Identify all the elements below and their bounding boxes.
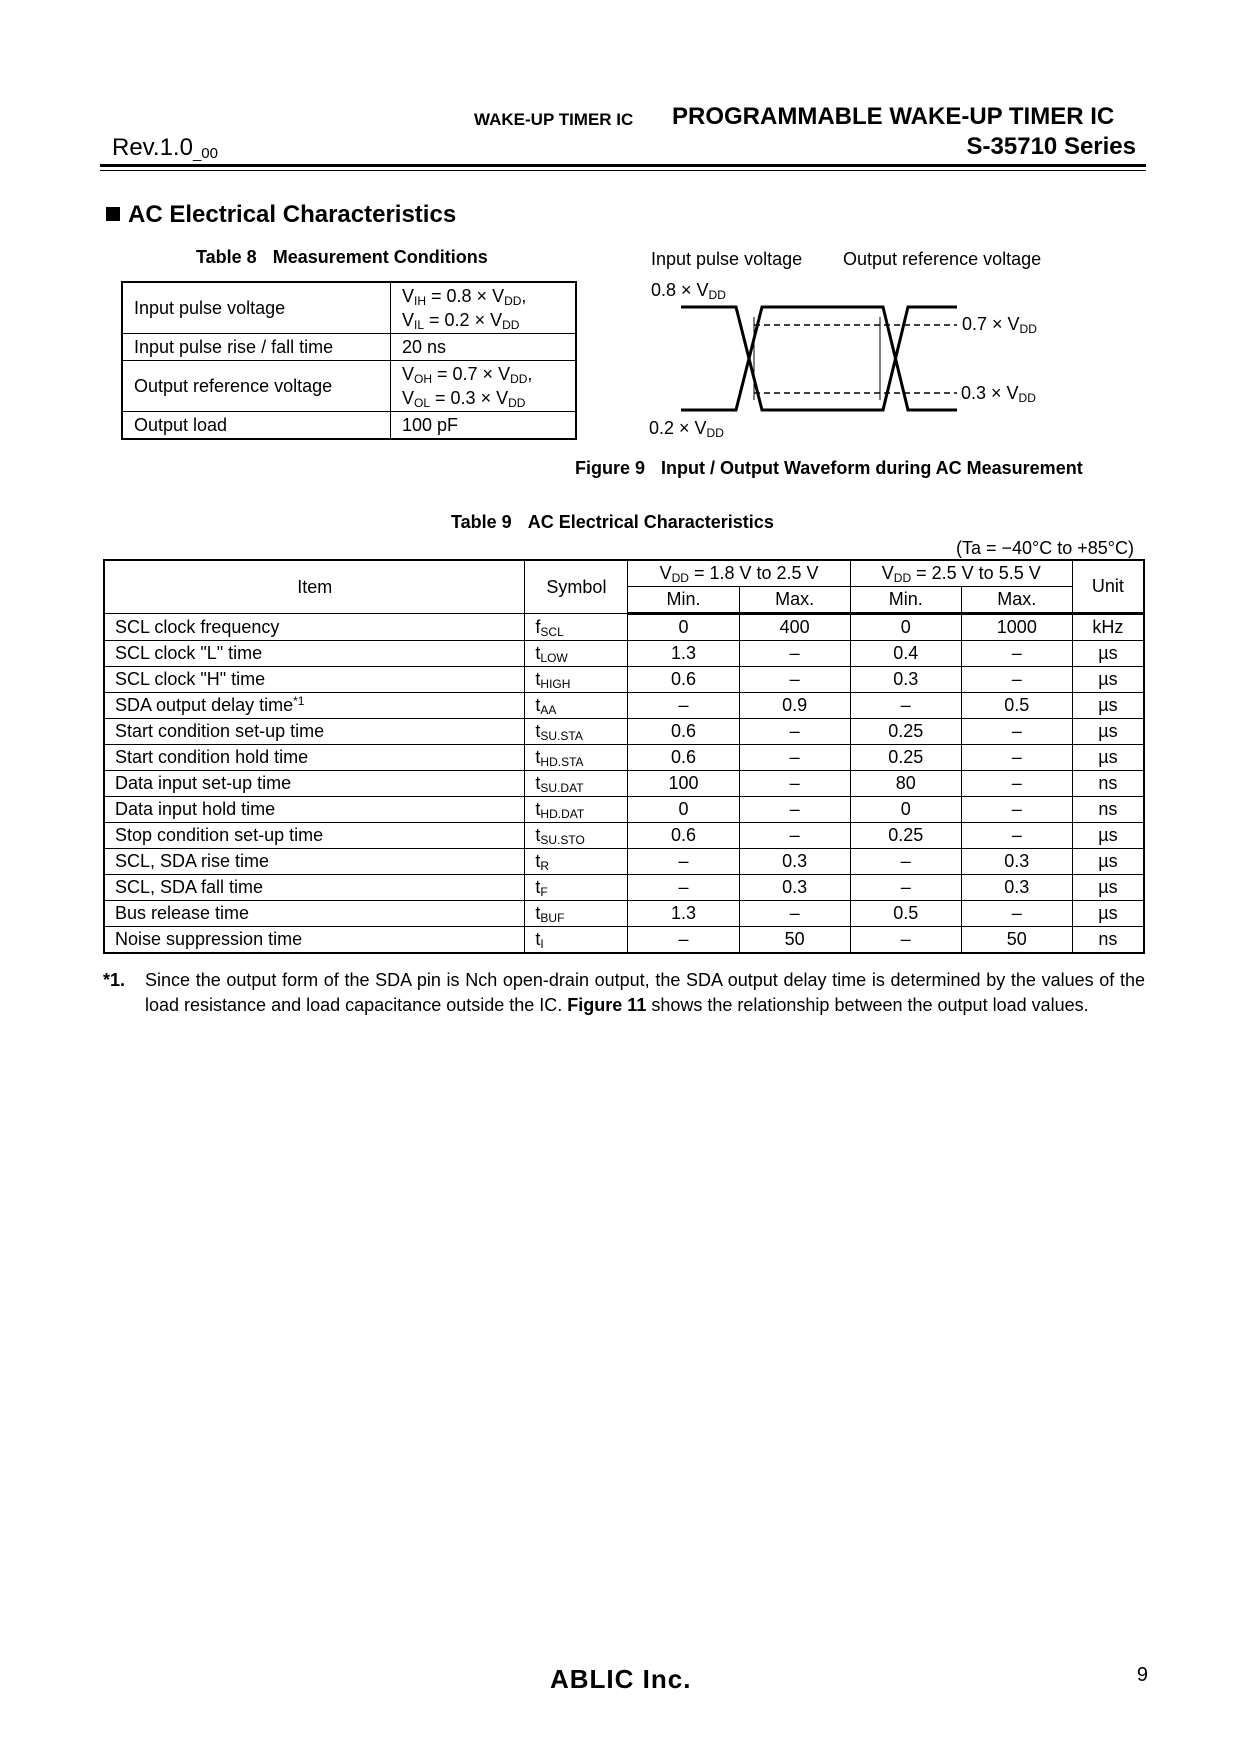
cell-max2: 0.3 bbox=[961, 849, 1072, 875]
cell-min2: 0.25 bbox=[850, 823, 961, 849]
cell-max1: 0.3 bbox=[739, 875, 850, 901]
table8-caption bbox=[196, 247, 488, 268]
cell-item: Data input set-up time bbox=[104, 771, 525, 797]
cell-min1: 0.6 bbox=[628, 719, 739, 745]
cell-symbol: $t_{SU.STA}$ bbox=[525, 719, 628, 745]
cell-unit: µs bbox=[1072, 719, 1144, 745]
cell-item: SCL clock frequency bbox=[104, 614, 525, 641]
table9-caption-title: AC Electrical Characteristics bbox=[527, 512, 774, 532]
figure9-caption bbox=[575, 458, 1083, 479]
cell-max2: 1000 bbox=[961, 614, 1072, 641]
cell-item: SDA output delay time$^{*1}$ bbox=[104, 693, 525, 719]
cell-max2: 0.3 bbox=[961, 875, 1072, 901]
section-title bbox=[106, 201, 456, 229]
col-header-vdd-low: $V_{DD} = 1.8$ V to 2.5 V bbox=[628, 560, 850, 587]
cell-item: Start condition set-up time bbox=[104, 719, 525, 745]
col-header-symbol: Symbol bbox=[525, 560, 628, 614]
cell-max2: – bbox=[961, 797, 1072, 823]
cell-min2: 0.4 bbox=[850, 641, 961, 667]
revision bbox=[112, 134, 218, 162]
cell-min1: – bbox=[628, 927, 739, 954]
cell-min2: 80 bbox=[850, 771, 961, 797]
cell-min1: – bbox=[628, 693, 739, 719]
table-row bbox=[104, 693, 1144, 719]
cell-unit: µs bbox=[1072, 745, 1144, 771]
cell-unit: µs bbox=[1072, 667, 1144, 693]
cell-unit: ns bbox=[1072, 797, 1144, 823]
cell-item: Bus release time bbox=[104, 901, 525, 927]
cell-max1: 50 bbox=[739, 927, 850, 954]
cell-max1: – bbox=[739, 745, 850, 771]
cell-min1: 100 bbox=[628, 771, 739, 797]
cell-max1: – bbox=[739, 901, 850, 927]
table-row bbox=[104, 614, 1144, 641]
table-row bbox=[104, 849, 1144, 875]
cell-unit: µs bbox=[1072, 901, 1144, 927]
cell-item: Noise suppression time bbox=[104, 927, 525, 954]
table-row bbox=[104, 771, 1144, 797]
table8-caption-num: Table 8 bbox=[196, 247, 257, 267]
io-waveform-diagram bbox=[670, 295, 970, 420]
cell-min2: – bbox=[850, 875, 961, 901]
table-row bbox=[122, 334, 576, 361]
cell-max2: 0.5 bbox=[961, 693, 1072, 719]
col-header-max: Max. bbox=[961, 587, 1072, 614]
table8-value bbox=[391, 282, 577, 334]
cell-item: SCL clock "H" time bbox=[104, 667, 525, 693]
temperature-condition: (Ta = −40°C to +85°C) bbox=[956, 538, 1134, 558]
cell-item: SCL clock "L" time bbox=[104, 641, 525, 667]
square-bullet-icon bbox=[106, 207, 120, 221]
cell-max2: – bbox=[961, 745, 1072, 771]
cell-unit: µs bbox=[1072, 823, 1144, 849]
cell-item: Stop condition set-up time bbox=[104, 823, 525, 849]
cell-min1: 0 bbox=[628, 614, 739, 641]
table8-value: 100 pF bbox=[391, 412, 577, 440]
waveform-v-ref-high: $0.7 \times V_{DD}$ bbox=[962, 314, 1037, 336]
table-row bbox=[104, 823, 1144, 849]
cell-max2: – bbox=[961, 771, 1072, 797]
cell-max1: 400 bbox=[739, 614, 850, 641]
cell-min1: 0 bbox=[628, 797, 739, 823]
cell-max2: 50 bbox=[961, 927, 1072, 954]
cell-max2: – bbox=[961, 823, 1072, 849]
table-row bbox=[104, 745, 1144, 771]
table8-item: Output reference voltage bbox=[122, 361, 391, 412]
cell-max2: – bbox=[961, 667, 1072, 693]
cell-symbol: $t_F$ bbox=[525, 875, 628, 901]
cell-symbol: $t_{HD.STA}$ bbox=[525, 745, 628, 771]
cell-min2: 0.5 bbox=[850, 901, 961, 927]
cell-symbol: $t_{SU.STO}$ bbox=[525, 823, 628, 849]
revision-sub: _00 bbox=[192, 145, 218, 162]
vil-line: $V_{IL} = 0.2 \times V_{DD}$ bbox=[402, 310, 520, 332]
header-title: PROGRAMMABLE WAKE-UP TIMER IC bbox=[672, 103, 1115, 130]
table-row bbox=[104, 797, 1144, 823]
table8-caption-title: Measurement Conditions bbox=[272, 247, 488, 267]
cell-symbol: $f_{SCL}$ bbox=[525, 614, 628, 641]
company-logo: ABLIC Inc. bbox=[550, 1664, 692, 1694]
cell-unit: µs bbox=[1072, 641, 1144, 667]
col-header-item: Item bbox=[104, 560, 525, 614]
cell-min1: – bbox=[628, 849, 739, 875]
table8-value bbox=[391, 361, 577, 412]
cell-min2: 0.25 bbox=[850, 719, 961, 745]
cell-min2: – bbox=[850, 849, 961, 875]
waveform-v-low: $0.2 \times V_{DD}$ bbox=[649, 418, 724, 440]
footnote-text: Since the output form of the SDA pin is Nch open-drain output, the SDA output delay time is determined by the values of the load resistance and load capacitance outside the IC. Figure 11 shows the relationship between the output load values. bbox=[145, 970, 1145, 1015]
vih-line: $V_{IH} = 0.8 \times V_{DD}$, bbox=[402, 286, 527, 308]
cell-max1: – bbox=[739, 771, 850, 797]
measurement-conditions-table bbox=[121, 281, 577, 440]
table-row bbox=[104, 927, 1144, 954]
ac-table-body bbox=[104, 614, 1144, 954]
table-row bbox=[122, 412, 576, 440]
figure-reference: Figure 11 bbox=[567, 995, 647, 1015]
col-header-vdd-high: $V_{DD} = 2.5$ V to 5.5 V bbox=[850, 560, 1072, 587]
col-header-min: Min. bbox=[628, 587, 739, 614]
table9-caption-num: Table 9 bbox=[451, 512, 512, 532]
cell-max1: – bbox=[739, 641, 850, 667]
cell-symbol: $t_I$ bbox=[525, 927, 628, 954]
cell-min1: 0.6 bbox=[628, 745, 739, 771]
footnote-ref: *1 bbox=[293, 694, 305, 708]
voh-line: $V_{OH} = 0.7 \times V_{DD}$, bbox=[402, 364, 533, 386]
table8-item: Input pulse rise / fall time bbox=[122, 334, 391, 361]
header-category: WAKE-UP TIMER IC bbox=[474, 110, 634, 129]
cell-symbol: $t_{BUF}$ bbox=[525, 901, 628, 927]
cell-min2: – bbox=[850, 693, 961, 719]
page-number: 9 bbox=[1136, 1664, 1148, 1686]
ac-characteristics-table bbox=[103, 559, 1145, 954]
cell-item: Data input hold time bbox=[104, 797, 525, 823]
cell-min1: – bbox=[628, 875, 739, 901]
waveform-high-low-high bbox=[681, 307, 957, 410]
cell-symbol: $t_{HIGH}$ bbox=[525, 667, 628, 693]
cell-max2: – bbox=[961, 641, 1072, 667]
cell-unit: kHz bbox=[1072, 614, 1144, 641]
table8-item: Output load bbox=[122, 412, 391, 440]
series-name: S-35710 Series bbox=[966, 133, 1136, 160]
table-row bbox=[104, 641, 1144, 667]
table-row bbox=[122, 361, 576, 412]
cell-min1: 0.6 bbox=[628, 823, 739, 849]
cell-symbol: $t_{AA}$ bbox=[525, 693, 628, 719]
cell-max1: – bbox=[739, 667, 850, 693]
table-row bbox=[104, 875, 1144, 901]
waveform-output-label: Output reference voltage bbox=[843, 249, 1042, 269]
table8-value: 20 ns bbox=[391, 334, 577, 361]
cell-min1: 1.3 bbox=[628, 641, 739, 667]
cell-max1: – bbox=[739, 797, 850, 823]
cell-symbol: $t_{HD.DAT}$ bbox=[525, 797, 628, 823]
cell-max2: – bbox=[961, 901, 1072, 927]
revision-main: Rev.1.0 bbox=[112, 134, 193, 161]
col-header-min: Min. bbox=[850, 587, 961, 614]
cell-min2: – bbox=[850, 927, 961, 954]
waveform-low-high-low bbox=[681, 307, 957, 410]
figure9-caption-num: Figure 9 bbox=[575, 458, 646, 478]
section-title-text: AC Electrical Characteristics bbox=[128, 201, 457, 228]
cell-item: Start condition hold time bbox=[104, 745, 525, 771]
cell-unit: ns bbox=[1072, 771, 1144, 797]
col-header-max: Max. bbox=[739, 587, 850, 614]
table-header-row bbox=[104, 560, 1144, 587]
cell-min2: 0 bbox=[850, 614, 961, 641]
table-row bbox=[104, 719, 1144, 745]
cell-min2: 0 bbox=[850, 797, 961, 823]
cell-unit: µs bbox=[1072, 693, 1144, 719]
cell-unit: µs bbox=[1072, 875, 1144, 901]
table-row bbox=[104, 901, 1144, 927]
table-row bbox=[122, 282, 576, 334]
cell-max1: 0.3 bbox=[739, 849, 850, 875]
cell-unit: µs bbox=[1072, 849, 1144, 875]
cell-min2: 0.25 bbox=[850, 745, 961, 771]
figure9-caption-title: Input / Output Waveform during AC Measurement bbox=[661, 458, 1083, 478]
cell-min1: 0.6 bbox=[628, 667, 739, 693]
cell-min2: 0.3 bbox=[850, 667, 961, 693]
footnote-marker: *1. bbox=[103, 970, 126, 990]
cell-item: SCL, SDA fall time bbox=[104, 875, 525, 901]
cell-max1: – bbox=[739, 719, 850, 745]
cell-symbol: $t_{LOW}$ bbox=[525, 641, 628, 667]
footnote bbox=[103, 968, 1145, 1018]
cell-symbol: $t_{SU.DAT}$ bbox=[525, 771, 628, 797]
header-rule-thin bbox=[100, 170, 1146, 171]
waveform-v-high: $0.8 \times V_{DD}$ bbox=[651, 280, 726, 302]
cell-unit: ns bbox=[1072, 927, 1144, 954]
waveform-v-ref-low: $0.3 \times V_{DD}$ bbox=[961, 383, 1036, 405]
cell-max1: – bbox=[739, 823, 850, 849]
cell-max1: 0.9 bbox=[739, 693, 850, 719]
col-header-unit: Unit bbox=[1072, 560, 1144, 614]
waveform-input-label: Input pulse voltage bbox=[651, 249, 803, 269]
cell-max2: – bbox=[961, 719, 1072, 745]
header-rule-thick bbox=[100, 164, 1146, 167]
vol-line: $V_{OL} = 0.3 \times V_{DD}$ bbox=[402, 388, 526, 410]
cell-symbol: $t_R$ bbox=[525, 849, 628, 875]
table-row bbox=[104, 667, 1144, 693]
table9-caption bbox=[451, 512, 774, 533]
cell-min1: 1.3 bbox=[628, 901, 739, 927]
cell-item: SCL, SDA rise time bbox=[104, 849, 525, 875]
table8-item: Input pulse voltage bbox=[122, 282, 391, 334]
